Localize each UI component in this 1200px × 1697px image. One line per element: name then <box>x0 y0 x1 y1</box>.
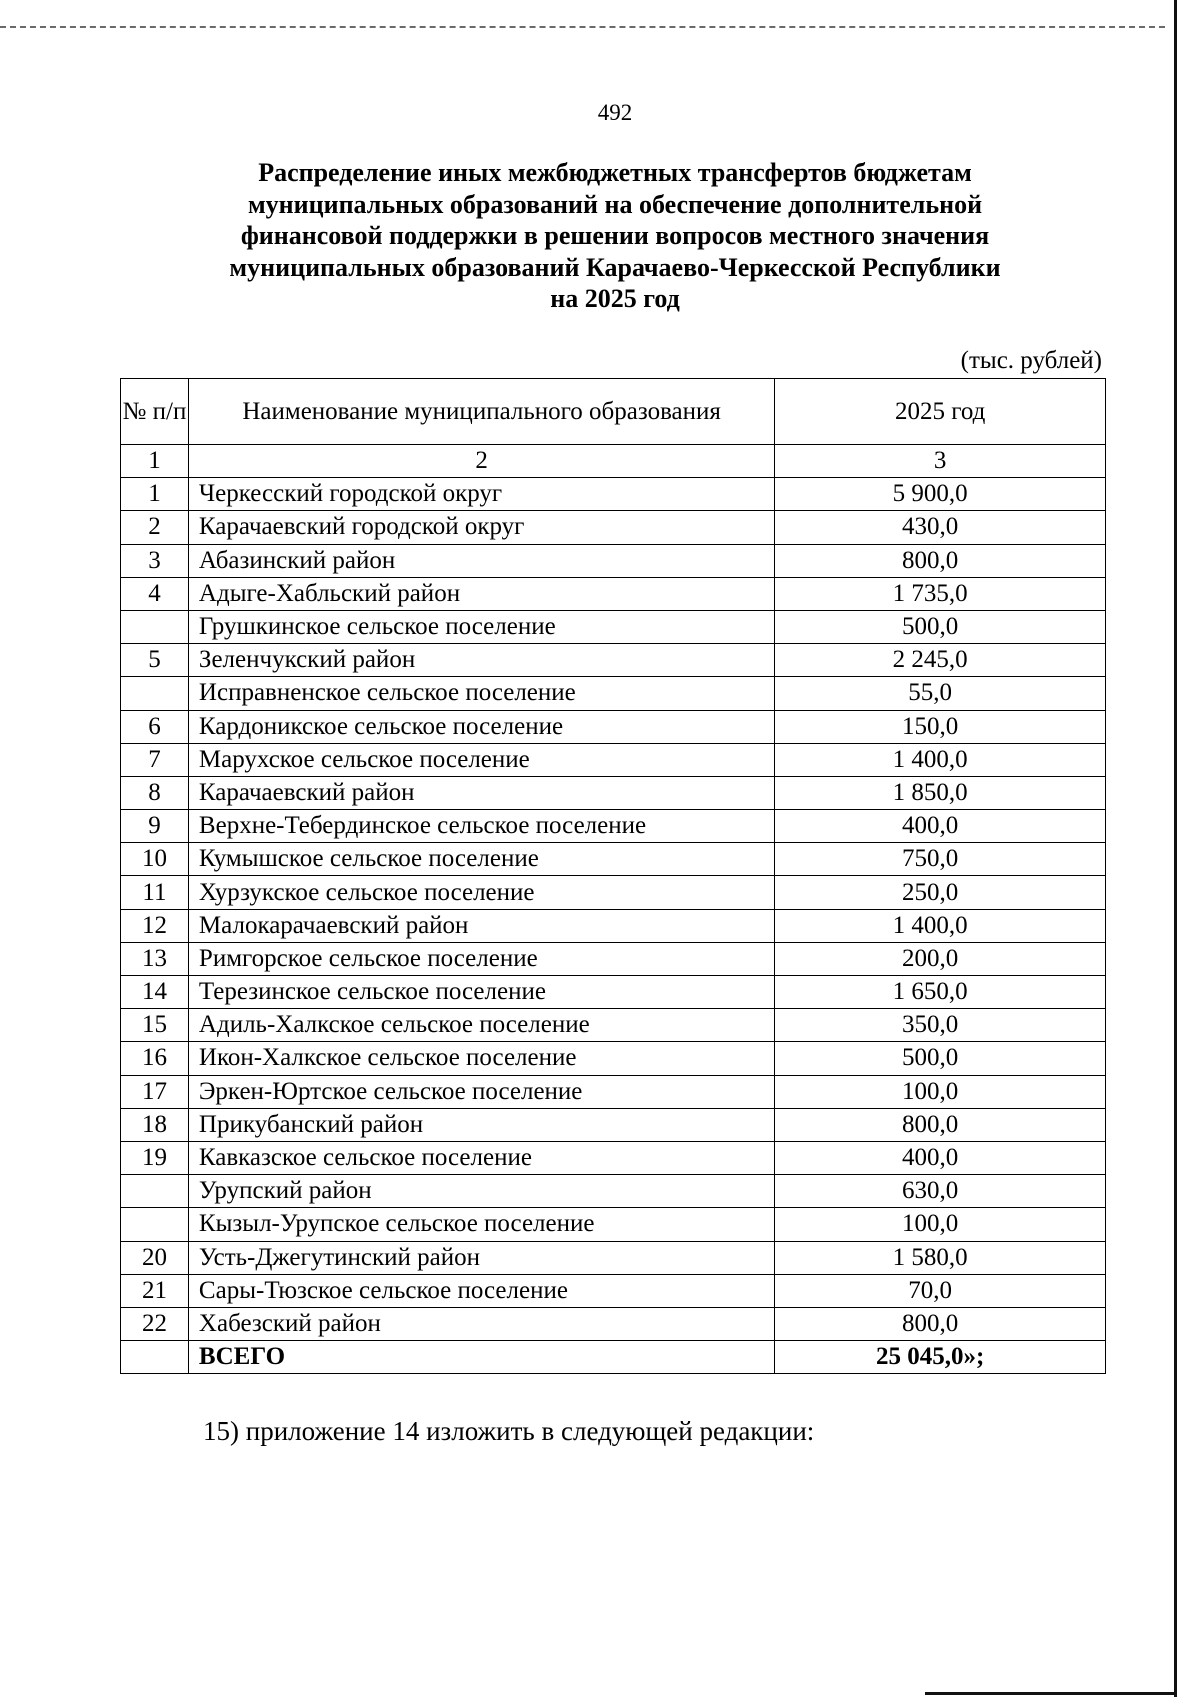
table-row <box>121 710 1106 743</box>
row-name: Хабезский район <box>188 1307 774 1340</box>
table-row <box>121 1009 1106 1042</box>
row-number: 21 <box>121 1274 189 1307</box>
row-number: 10 <box>121 843 189 876</box>
table-header-row <box>121 379 1106 445</box>
row-number: 6 <box>121 710 189 743</box>
table-row <box>121 1307 1106 1340</box>
row-value: 70,0 <box>775 1274 1106 1307</box>
row-value: 400,0 <box>775 1141 1106 1174</box>
page-number: 492 <box>597 100 633 125</box>
row-value: 200,0 <box>775 942 1106 975</box>
row-value: 800,0 <box>775 1307 1106 1340</box>
title-line: Распределение иных межбюджетных трансфертов бюджетам <box>258 158 972 187</box>
row-name: Черкесский городской округ <box>188 478 774 511</box>
row-number: 15 <box>121 1009 189 1042</box>
row-value: 1 580,0 <box>775 1241 1106 1274</box>
total-label: ВСЕГО <box>188 1341 774 1374</box>
row-name: Марухское сельское поселение <box>188 743 774 776</box>
table-row <box>121 810 1106 843</box>
row-value: 800,0 <box>775 1108 1106 1141</box>
row-value: 800,0 <box>775 544 1106 577</box>
table-row <box>121 677 1106 710</box>
table-body <box>121 478 1106 1341</box>
row-value: 430,0 <box>775 511 1106 544</box>
row-number: 9 <box>121 810 189 843</box>
table-row <box>121 610 1106 643</box>
row-number: 4 <box>121 577 189 610</box>
row-name: Грушкинское сельское поселение <box>188 610 774 643</box>
row-number: 7 <box>121 743 189 776</box>
row-value: 100,0 <box>775 1208 1106 1241</box>
row-name: Адыге-Хабльский район <box>188 577 774 610</box>
column-index-row <box>121 445 1106 478</box>
row-value: 250,0 <box>775 876 1106 909</box>
row-name: Прикубанский район <box>188 1108 774 1141</box>
table-row <box>121 577 1106 610</box>
table-row <box>121 743 1106 776</box>
row-number: 16 <box>121 1042 189 1075</box>
row-number: 22 <box>121 1307 189 1340</box>
scan-border-top <box>0 26 1165 28</box>
column-index: 3 <box>775 445 1106 478</box>
table-row <box>121 776 1106 809</box>
table-row <box>121 1075 1106 1108</box>
units-label: (тыс. рублей) <box>960 347 1102 374</box>
table-row <box>121 1141 1106 1174</box>
row-name: Карачаевский район <box>188 776 774 809</box>
row-name: Кызыл-Урупское сельское поселение <box>188 1208 774 1241</box>
amendment-note: 15) приложение 14 изложить в следующей редакции: <box>203 1416 815 1446</box>
title-line: финансовой поддержки в решении вопросов местного значения <box>240 221 990 250</box>
row-number: 1 <box>121 478 189 511</box>
title-line: муниципальных образований на обеспечение дополнительной <box>247 189 983 219</box>
row-name: Римгорское сельское поселение <box>188 942 774 975</box>
scan-border-bottom <box>925 1692 1175 1695</box>
header-name: Наименование муниципального образования <box>188 379 774 445</box>
table-row <box>121 1241 1106 1274</box>
total-number-cell <box>121 1341 189 1374</box>
row-name: Эркен-Юртское сельское поселение <box>188 1075 774 1108</box>
table-row <box>121 1108 1106 1141</box>
row-name: Абазинский район <box>188 544 774 577</box>
row-value: 500,0 <box>775 1042 1106 1075</box>
table-row <box>121 1042 1106 1075</box>
row-value: 55,0 <box>775 677 1106 710</box>
row-name: Верхне-Тебердинское сельское поселение <box>188 810 774 843</box>
table-row <box>121 1274 1106 1307</box>
row-number <box>121 1175 189 1208</box>
row-value: 400,0 <box>775 810 1106 843</box>
row-value: 350,0 <box>775 1009 1106 1042</box>
scan-border-right <box>1174 0 1177 1697</box>
row-number: 5 <box>121 644 189 677</box>
row-name: Икон-Халкское сельское поселение <box>188 1042 774 1075</box>
row-value: 1 850,0 <box>775 776 1106 809</box>
total-row <box>121 1341 1106 1374</box>
document-title <box>150 157 1080 315</box>
column-index: 2 <box>188 445 774 478</box>
title-line: муниципальных образований Карачаево-Черкесской Республики <box>229 252 1001 282</box>
row-value: 5 900,0 <box>775 478 1106 511</box>
row-name: Хурзукское сельское поселение <box>188 876 774 909</box>
row-name: Исправненское сельское поселение <box>188 677 774 710</box>
row-number <box>121 677 189 710</box>
table-row <box>121 644 1106 677</box>
title-line: на 2025 год <box>550 284 680 313</box>
table-row <box>121 1208 1106 1241</box>
row-number: 8 <box>121 776 189 809</box>
row-value: 1 735,0 <box>775 577 1106 610</box>
row-number: 17 <box>121 1075 189 1108</box>
table-row <box>121 511 1106 544</box>
row-number: 20 <box>121 1241 189 1274</box>
row-number: 18 <box>121 1108 189 1141</box>
table-row <box>121 544 1106 577</box>
row-name: Сары-Тюзское сельское поселение <box>188 1274 774 1307</box>
row-name: Кавказское сельское поселение <box>188 1141 774 1174</box>
row-name: Кумышское сельское поселение <box>188 843 774 876</box>
row-value: 630,0 <box>775 1175 1106 1208</box>
row-value: 1 650,0 <box>775 976 1106 1009</box>
row-name: Урупский район <box>188 1175 774 1208</box>
row-value: 1 400,0 <box>775 743 1106 776</box>
row-number: 14 <box>121 976 189 1009</box>
row-value: 150,0 <box>775 710 1106 743</box>
row-name: Кардоникское сельское поселение <box>188 710 774 743</box>
row-name: Малокарачаевский район <box>188 909 774 942</box>
column-index: 1 <box>121 445 189 478</box>
table-row <box>121 1175 1106 1208</box>
header-year: 2025 год <box>775 379 1106 445</box>
row-name: Терезинское сельское поселение <box>188 976 774 1009</box>
table-row <box>121 909 1106 942</box>
row-value: 750,0 <box>775 843 1106 876</box>
row-value: 2 245,0 <box>775 644 1106 677</box>
row-value: 1 400,0 <box>775 909 1106 942</box>
header-number: № п/п <box>121 379 189 445</box>
row-name: Адиль-Халкское сельское поселение <box>188 1009 774 1042</box>
row-value: 100,0 <box>775 1075 1106 1108</box>
row-value: 500,0 <box>775 610 1106 643</box>
row-number: 2 <box>121 511 189 544</box>
table-row <box>121 876 1106 909</box>
row-number <box>121 1208 189 1241</box>
row-number: 11 <box>121 876 189 909</box>
row-name: Зеленчукский район <box>188 644 774 677</box>
row-name: Карачаевский городской округ <box>188 511 774 544</box>
row-number: 13 <box>121 942 189 975</box>
table-row <box>121 976 1106 1009</box>
row-number: 19 <box>121 1141 189 1174</box>
row-number: 12 <box>121 909 189 942</box>
table-row <box>121 843 1106 876</box>
row-number: 3 <box>121 544 189 577</box>
allocation-table <box>120 378 1106 1374</box>
row-number <box>121 610 189 643</box>
table-row <box>121 942 1106 975</box>
row-name: Усть-Джегутинский район <box>188 1241 774 1274</box>
total-value: 25 045,0»; <box>775 1341 1106 1374</box>
table-row <box>121 478 1106 511</box>
